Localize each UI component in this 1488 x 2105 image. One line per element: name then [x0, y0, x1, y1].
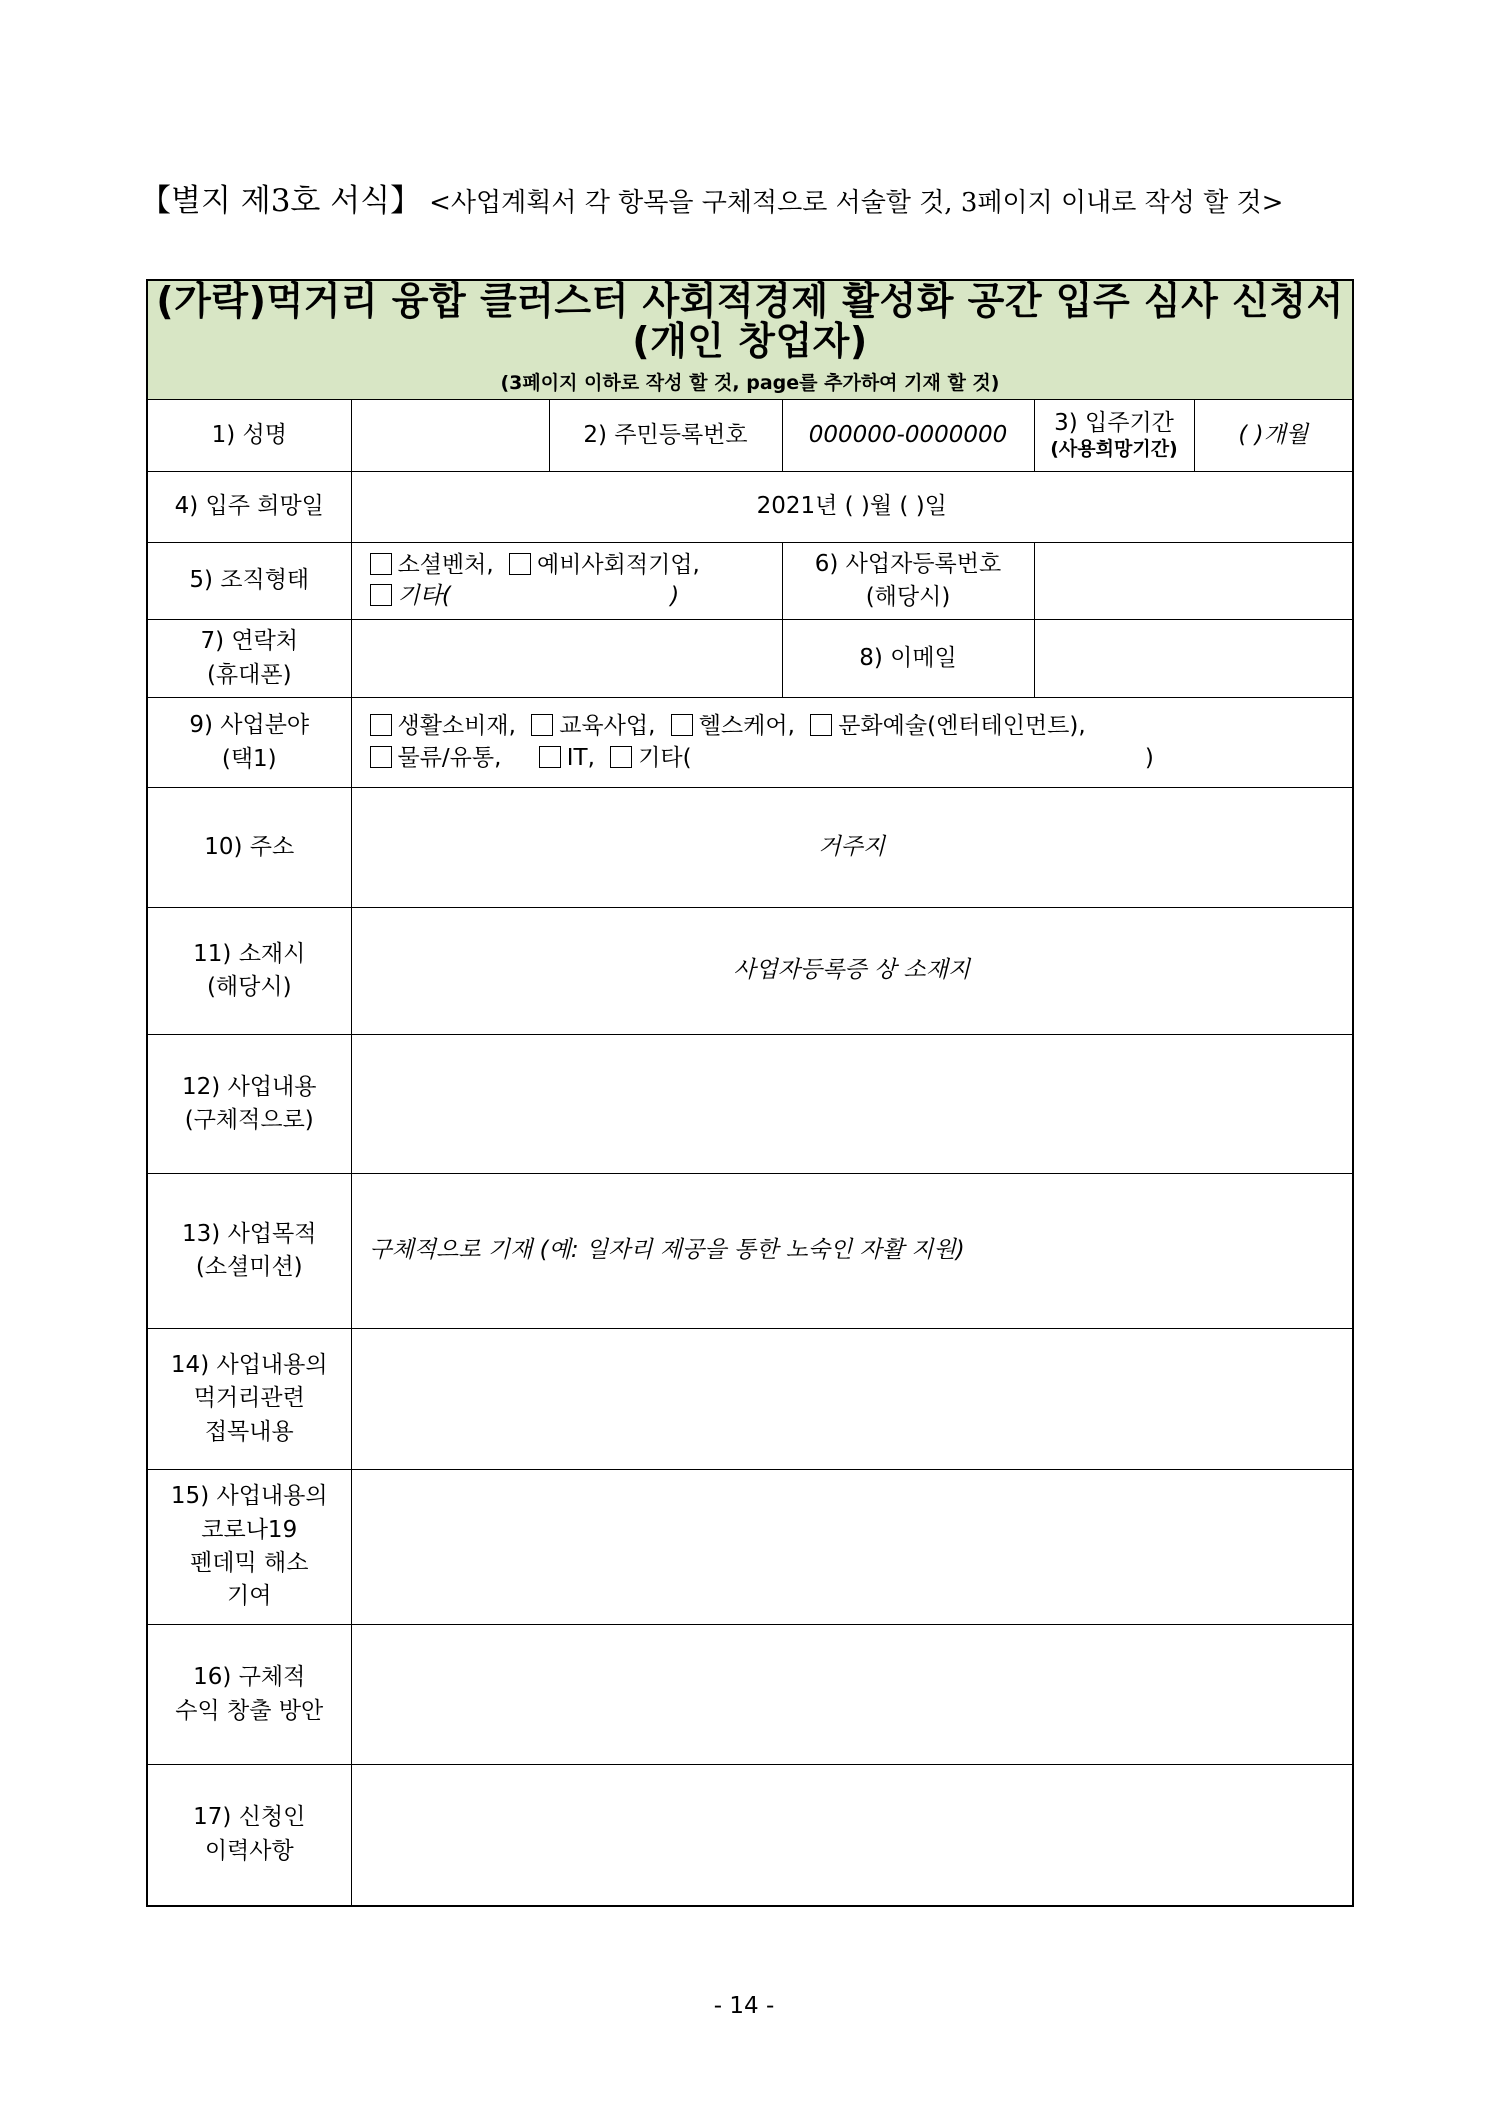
- form-title: (가락)먹거리 융합 클러스터 사회적경제 활성화 공간 입주 심사 신청서(개인 창업자): [156, 279, 1344, 364]
- option-education: 교육사업,: [559, 713, 656, 740]
- covid-label-line3: 펜데믹 해소: [190, 1550, 309, 1576]
- location-note: (해당시): [206, 974, 292, 1000]
- option-pre-social-enterprise: 예비사회적기업,: [537, 551, 700, 578]
- option-it: IT,: [566, 744, 595, 771]
- form-header: [140, 175, 1350, 220]
- content-note: (구체적으로): [184, 1107, 314, 1133]
- address-label: 10) 주소: [147, 788, 351, 908]
- email-label: 8) 이메일: [782, 620, 1034, 698]
- move-in-input[interactable]: 2021년 ( )월 ( )일: [351, 472, 1353, 543]
- form-instruction: <사업계획서 각 항목을 구체적으로 서술할 것, 3페이지 이내로 작성 할 것>: [429, 188, 1284, 218]
- option-social-venture: 소셜벤처,: [397, 551, 494, 578]
- food-link-input[interactable]: [351, 1329, 1353, 1470]
- checkbox-pre-social-enterprise[interactable]: [509, 553, 531, 575]
- option-org-other[interactable]: 기타( ): [397, 583, 680, 609]
- bizno-label: 6) 사업자등록번호: [814, 550, 1002, 577]
- food-link-label-line1: 14) 사업내용의: [170, 1351, 328, 1378]
- covid-label-line4: 기여: [227, 1583, 272, 1610]
- revenue-input[interactable]: [351, 1625, 1353, 1765]
- bizno-label-cell: [782, 543, 1034, 620]
- name-input[interactable]: [351, 400, 549, 472]
- option-healthcare: 헬스케어,: [698, 713, 795, 740]
- purpose-input[interactable]: 구체적으로 기재 (예: 일자리 제공을 통한 노숙인 자활 지원): [351, 1174, 1353, 1329]
- rrn-input[interactable]: 000000-0000000: [782, 400, 1034, 472]
- checkbox-consumer-goods[interactable]: [370, 714, 392, 736]
- history-label-cell: [147, 1765, 351, 1906]
- rrn-label: 2) 주민등록번호: [549, 400, 782, 472]
- option-field-other[interactable]: 기타( ): [638, 744, 1154, 771]
- email-input[interactable]: [1034, 620, 1353, 698]
- bizno-note: (해당시): [865, 584, 951, 610]
- checkbox-logistics[interactable]: [370, 746, 392, 768]
- form-subtitle: (3페이지 이하로 작성 할 것, page를 추가하여 기재 할 것): [500, 372, 1000, 395]
- page-number: - 14 -: [713, 1993, 775, 2019]
- history-input[interactable]: [351, 1765, 1353, 1906]
- checkbox-social-venture[interactable]: [370, 553, 392, 575]
- name-label: 1) 성명: [147, 400, 351, 472]
- location-label: 11) 소재시: [193, 940, 306, 967]
- purpose-label-cell: [147, 1174, 351, 1329]
- food-link-label-cell: [147, 1329, 351, 1470]
- covid-label-line1: 15) 사업내용의: [170, 1483, 328, 1510]
- field-label-cell: [147, 698, 351, 788]
- form-tag: 【별지 제3호 서식】: [140, 183, 422, 219]
- org-type-options: [351, 543, 782, 620]
- history-label-line2: 이력사항: [204, 1837, 294, 1864]
- application-form-table: [146, 279, 1354, 1907]
- form-title-cell: [147, 280, 1353, 400]
- revenue-label-line1: 16) 구체적: [193, 1664, 306, 1691]
- content-input[interactable]: [351, 1035, 1353, 1174]
- contact-note: (휴대폰): [206, 661, 292, 688]
- checkbox-org-other[interactable]: [370, 584, 392, 606]
- checkbox-it[interactable]: [539, 746, 561, 768]
- period-label: 3) 입주기간: [1054, 410, 1174, 437]
- location-label-cell: [147, 908, 351, 1035]
- org-type-label: 5) 조직형태: [147, 543, 351, 620]
- covid-label-cell: [147, 1470, 351, 1625]
- history-label-line1: 17) 신청인: [193, 1804, 306, 1831]
- period-label-cell: [1034, 400, 1194, 472]
- covid-input[interactable]: [351, 1470, 1353, 1625]
- address-input[interactable]: 거주지: [351, 788, 1353, 908]
- field-note: (택1): [221, 745, 277, 772]
- purpose-label: 13) 사업목적: [182, 1220, 317, 1247]
- contact-label-cell: [147, 620, 351, 698]
- checkbox-education[interactable]: [531, 714, 553, 736]
- revenue-label-line2: 수익 창출 방안: [175, 1697, 324, 1724]
- food-link-label-line3: 접목내용: [204, 1418, 294, 1445]
- checkbox-field-other[interactable]: [610, 746, 632, 768]
- field-options: [351, 698, 1353, 788]
- contact-input[interactable]: [351, 620, 782, 698]
- content-label-cell: [147, 1035, 351, 1174]
- location-input[interactable]: 사업자등록증 상 소재지: [351, 908, 1353, 1035]
- checkbox-healthcare[interactable]: [671, 714, 693, 736]
- bizno-input[interactable]: [1034, 543, 1353, 620]
- contact-label: 7) 연락처: [200, 628, 299, 655]
- content-label: 12) 사업내용: [182, 1073, 317, 1100]
- move-in-label: 4) 입주 희망일: [147, 472, 351, 543]
- field-label: 9) 사업분야: [189, 712, 310, 739]
- purpose-note: (소셜미션): [195, 1254, 303, 1280]
- option-consumer-goods: 생활소비재,: [397, 713, 516, 740]
- revenue-label-cell: [147, 1625, 351, 1765]
- checkbox-culture-arts[interactable]: [810, 714, 832, 736]
- covid-label-line2: 코로나19: [201, 1516, 298, 1543]
- option-logistics: 물류/유통,: [397, 744, 502, 771]
- period-note: (사용희망기간): [1050, 437, 1178, 460]
- food-link-label-line2: 먹거리관련: [193, 1385, 305, 1412]
- option-culture-arts: 문화예술(엔터테인먼트),: [838, 713, 1086, 740]
- period-input[interactable]: ( )개월: [1194, 400, 1353, 472]
